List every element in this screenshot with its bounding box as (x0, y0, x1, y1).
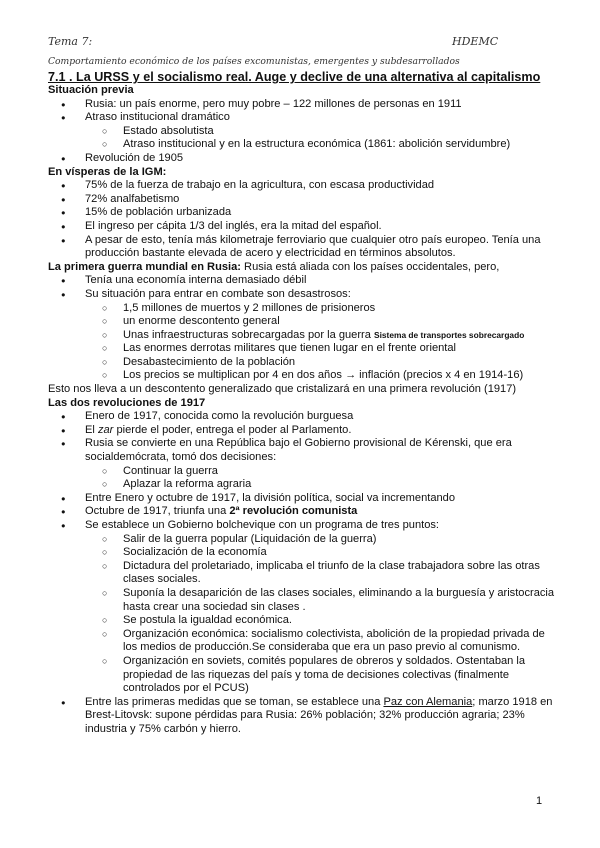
page-number: 1 (536, 795, 543, 807)
bold-text: 2ª revolución comunista (229, 505, 358, 518)
list-item: ● 75% de la fuerza de trabajo en la agricultura, con escasa productividad (48, 179, 558, 193)
section-heading: 7.1 . La URSS y el socialismo real. Auge y declive de una alternativa al capitalismo (48, 70, 541, 84)
bullet-list (48, 274, 558, 383)
list-item: ● A pesar de esto, tenía más kilometraje ferroviario que cualquier otro país europeo. Tenía una producción bastante elevada de acero y electricidad en términos absolutos. (48, 234, 558, 261)
subheading-revoluciones-1917: Las dos revoluciones de 1917 (48, 396, 206, 409)
list-item (48, 519, 558, 696)
list-item-text: Unas infraestructuras sobrecargadas por la guerra (123, 328, 371, 341)
list-item: ○ Organización en soviets, comités populares de obreros y soldados. Ostentaban la propiedad de las riquezas del país y toma de decisiones colectivas (finalmente controlados por el PCUS) (48, 655, 558, 696)
bullet-list (48, 98, 558, 166)
list-item: ● Revolución de 1905 (48, 152, 558, 166)
underlined-text: Paz con Alemania (383, 695, 473, 708)
list-item: ○ un enorme descontento general (48, 315, 558, 329)
list-item: ● Tenía una economía interna demasiado débil (48, 274, 558, 288)
list-item-text: Su situación para entrar en combate son desastrosos: (85, 287, 351, 300)
list-item: ○ Continuar la guerra (48, 465, 558, 479)
sub-bullet-list (85, 125, 558, 152)
header-topic: Tema 7: (48, 35, 93, 48)
list-item: ● Rusia: un país enorme, pero muy pobre – 122 millones de personas en 1911 (48, 98, 558, 112)
document-body (48, 70, 558, 737)
list-item (48, 696, 558, 737)
list-item: ○ Estado absolutista (48, 125, 558, 139)
list-item-text: Entre las primeras medidas que se toman, se establece una (85, 695, 384, 708)
list-item (48, 505, 558, 519)
list-item: ○ Los precios se multiplican por 4 en dos años → inflación (precios x 4 en 1914-16) (48, 369, 558, 383)
header-course: HDEMC (452, 35, 499, 48)
list-item: ○ Organización económica: socialismo colectivista, abolición de la propiedad privada de los medios de producción.Se consideraba que era un paso previo al comunismo. (48, 628, 558, 655)
list-item: ● 72% analfabetismo (48, 193, 558, 207)
italic-text: zar (97, 423, 114, 436)
list-item: ○ Dictadura del proletariado, implicaba el triunfo de la clase trabajadora sobre las otras clases sociales. (48, 560, 558, 587)
list-item: ● Entre Enero y octubre de 1917, la división política, social va incrementando (48, 492, 558, 506)
margin-note: Sistema de transportes sobrecargado (373, 329, 525, 340)
list-item-text: pierde el poder, entrega el poder al Parlamento. (113, 423, 352, 436)
list-item: ○ Se postula la igualdad económica. (48, 614, 558, 628)
list-item: ● El ingreso per cápita 1/3 del inglés, era la mitad del español. (48, 220, 558, 234)
list-item-text: El (85, 423, 98, 436)
list-item-text: Se establece un Gobierno bolchevique con un programa de tres puntos: (85, 519, 439, 531)
paragraph-text: Rusia está aliada con los países occidentales, pero, (240, 260, 500, 273)
list-item: ○ Atraso institucional y en la estructura económica (1861: abolición servidumbre) (48, 138, 558, 152)
list-item: ○ Desabastecimiento de la población (48, 356, 558, 370)
list-item: ○ Suponía la desaparición de las clases sociales, eliminando a la burguesía y aristocracia hasta crear una sociedad sin clases . (48, 587, 558, 614)
list-item: ● 15% de población urbanizada (48, 206, 558, 220)
sub-bullet-list (85, 302, 558, 384)
list-item-text: ; marzo 1918 en Brest-Litovsk: supone pérdidas para Rusia: 26% población; 32% producción agraria; 23% industria y 75% carbón y hierro. (85, 695, 553, 735)
list-item: ○ Aplazar la reforma agraria (48, 478, 558, 492)
list-item (48, 424, 558, 438)
header-subtitle: Comportamiento económico de los países excomunistas, emergentes y subdesarrollados (48, 56, 460, 67)
list-item: ○ Salir de la guerra popular (Liquidación de la guerra) (48, 533, 558, 547)
list-item: ○ 1,5 millones de muertos y 2 millones de prisioneros (48, 302, 558, 316)
bullet-list (48, 410, 558, 736)
sub-bullet-list (85, 533, 558, 696)
subheading-primera-guerra: La primera guerra mundial en Rusia: (48, 260, 241, 273)
paragraph-primera-guerra (48, 261, 558, 275)
subheading-situacion-previa: Situación previa (48, 84, 134, 96)
list-item: ● Enero de 1917, conocida como la revolución burguesa (48, 410, 558, 424)
sub-bullet-list (85, 465, 558, 492)
list-item-text: Atraso institucional dramático (85, 111, 230, 124)
list-item (48, 329, 558, 343)
paragraph-conclusion: Esto nos lleva a un descontento generalizado que cristalizará en una primera revolución (1917) (48, 383, 517, 396)
list-item (48, 111, 558, 152)
list-item (48, 437, 558, 491)
list-item-text: Rusia se convierte en una República bajo el Gobierno provisional de Kérenski, que era socialdemócrata, tomó dos decisiones: (85, 437, 512, 464)
list-item: ○ Socialización de la economía (48, 546, 558, 560)
list-item-text: Octubre de 1917, triunfa una (85, 505, 230, 518)
list-item (48, 288, 558, 383)
list-item: ○ Las enormes derrotas militares que tienen lugar en el frente oriental (48, 342, 558, 356)
subheading-visperas-igm: En vísperas de la IGM: (48, 165, 167, 178)
bullet-list (48, 179, 558, 261)
